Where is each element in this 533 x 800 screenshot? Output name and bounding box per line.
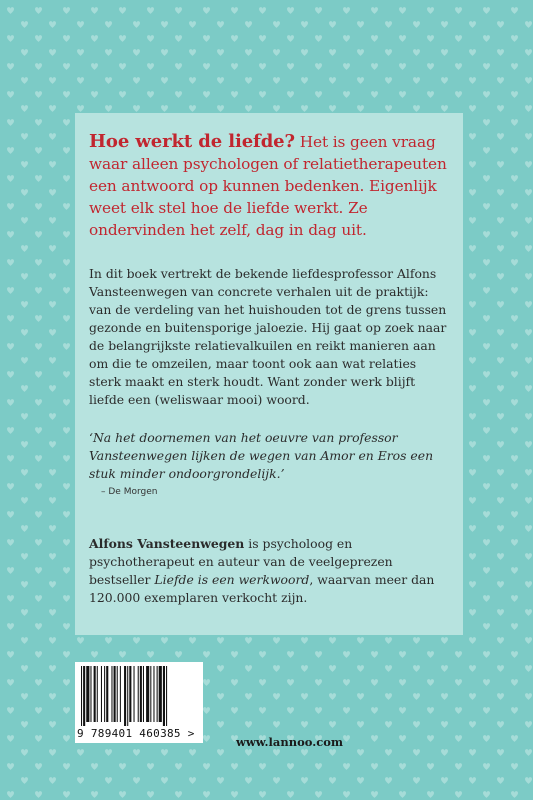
lead-paragraph bbox=[89, 131, 449, 241]
back-cover-text-panel bbox=[75, 113, 463, 635]
lead-text: Het is geen vraag waar alleen psychologen of relatietherapeuten een antwoord op kunnen bedenken. Eigenlijk weet elk stel hoe de liefde werkt. Ze ondervinden het zelf, dag in dag uit. bbox=[89, 133, 447, 239]
author-bio-text-2: , waarvan meer dan 120.000 exemplaren verkocht zijn. bbox=[89, 572, 435, 605]
author-bio bbox=[89, 535, 449, 607]
publisher-website: www.lannoo.com bbox=[236, 735, 344, 749]
barcode bbox=[75, 662, 203, 743]
isbn-number: 9 789401 460385 > bbox=[77, 727, 195, 740]
author-bio-text-1: is psycholoog en psychotherapeut en auteur van de veelgeprezen bestseller bbox=[89, 536, 393, 587]
quote-source: – De Morgen bbox=[101, 487, 158, 497]
author-name: Alfons Vansteenwegen bbox=[89, 536, 245, 551]
press-quote: ‘Na het doornemen van het oeuvre van professor Vansteenwegen lijken de wegen van Amor en Eros een stuk minder ondoorgrondelijk.’ bbox=[89, 430, 434, 481]
book-title: Liefde is een werkwoord bbox=[154, 572, 310, 587]
blurb-paragraph: In dit boek vertrekt de bekende liefdesprofessor Alfons Vansteenwegen van concrete verhalen uit de praktijk: van de verdeling van het huishouden tot de grens tussen gezonde en buitensporige jaloezie. Hij gaat op zoek naar de belangrijkste relatievalkuilen en reikt manieren aan om die te omzeilen, maar toont ook aan wat relaties sterk maakt en sterk houdt. Want zonder werk blijft liefde een (weliswaar mooi) woord. bbox=[89, 266, 447, 407]
lead-question: Hoe werkt de liefde? bbox=[89, 131, 295, 152]
barcode-bars bbox=[81, 666, 197, 726]
